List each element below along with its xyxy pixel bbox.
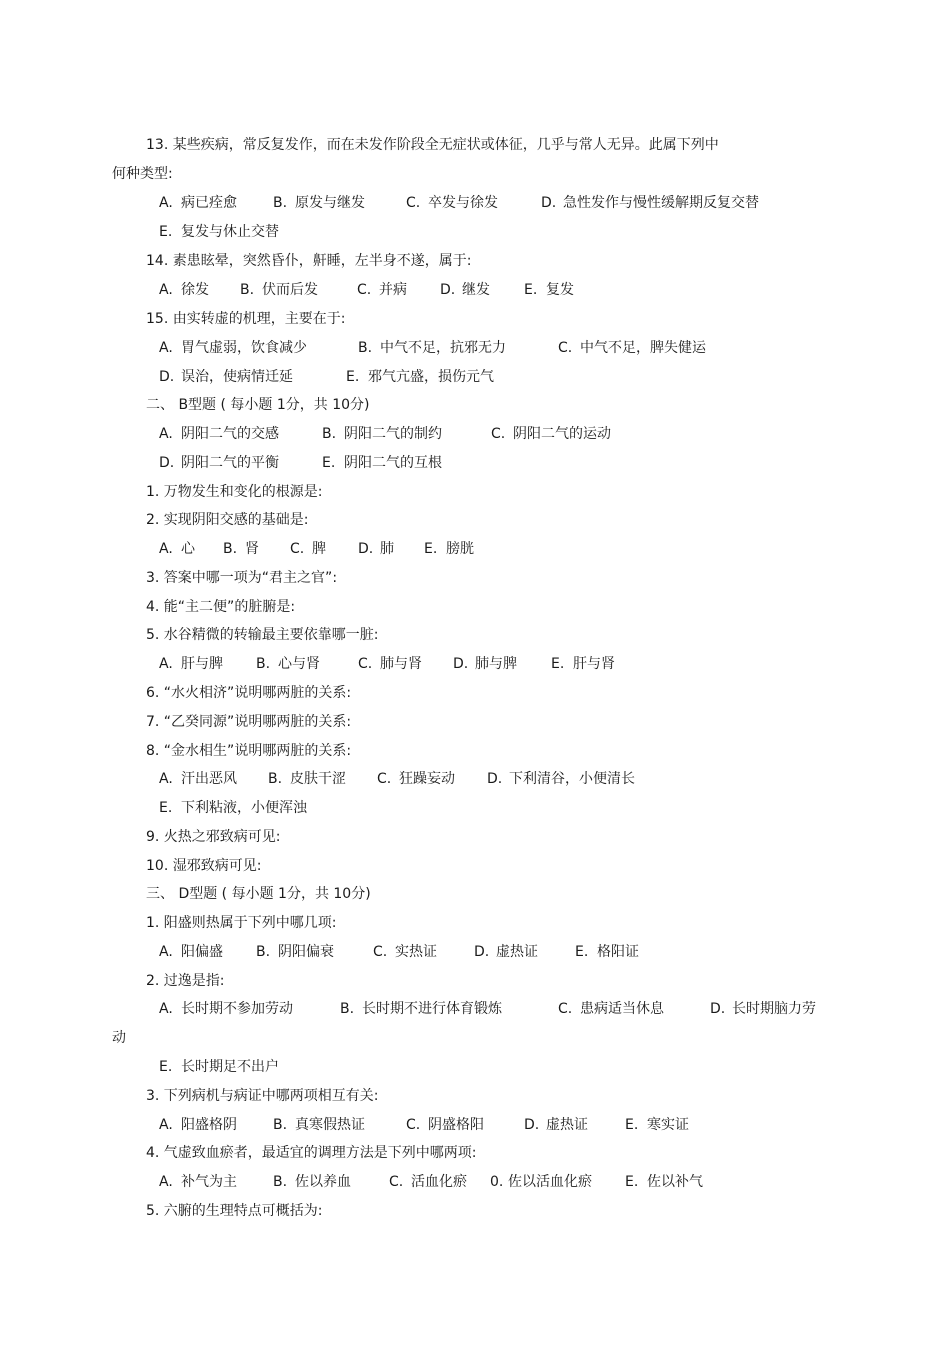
option-c: C. 活血化瘀 bbox=[389, 1174, 467, 1190]
option-a: A. 病已痊愈 bbox=[159, 195, 237, 211]
option-d: D. 阴阳二气的平衡 bbox=[159, 455, 279, 471]
section-heading: 三、 D型题 ( 每小题 1分，共 10分) bbox=[146, 886, 371, 902]
option-e: E. 复发与休止交替 bbox=[159, 224, 279, 240]
option-d: D. 误治，使病情迁延 bbox=[159, 369, 293, 385]
option-e: E. 肝与肾 bbox=[551, 656, 615, 672]
option-a: A. 心 bbox=[159, 541, 195, 557]
option-d: D. 继发 bbox=[440, 282, 490, 298]
option-b: B. 佐以养血 bbox=[273, 1174, 351, 1190]
question-text: 1. 阳盛则热属于下列中哪几项: bbox=[146, 915, 337, 931]
option-e: E. 格阳证 bbox=[575, 944, 639, 960]
option-c: C. 肺与肾 bbox=[358, 656, 422, 672]
option-e: E. 长时期足不出户 bbox=[159, 1059, 279, 1075]
option-e: E. 膀胱 bbox=[424, 541, 474, 557]
option-a: A. 补气为主 bbox=[159, 1174, 237, 1190]
option-e: E. 复发 bbox=[524, 282, 574, 298]
option-b: B. 中气不足，抗邪无力 bbox=[358, 340, 506, 356]
option-c: C. 患病适当休息 bbox=[558, 1001, 664, 1017]
option-b: B. 伏而后发 bbox=[240, 282, 318, 298]
option-a: A. 阳盛格阴 bbox=[159, 1117, 237, 1133]
option-b: B. 皮肤干涩 bbox=[268, 771, 346, 787]
option-b: B. 肾 bbox=[223, 541, 259, 557]
option-a: A. 徐发 bbox=[159, 282, 209, 298]
option-e: E. 佐以补气 bbox=[625, 1174, 703, 1190]
question-continuation: 何种类型: bbox=[112, 166, 173, 182]
question-text: 15. 由实转虚的机理，主要在于: bbox=[146, 311, 346, 327]
option-d: 0. 佐以活血化瘀 bbox=[490, 1174, 592, 1190]
question-text: 4. 气虚致血瘀者，最适宜的调理方法是下列中哪两项: bbox=[146, 1145, 477, 1161]
question-text: 3. 答案中哪一项为“君主之官”: bbox=[146, 570, 338, 586]
option-d: D. 虚热证 bbox=[524, 1117, 588, 1133]
option-a: A. 长时期不参加劳动 bbox=[159, 1001, 293, 1017]
option-d: D. 肺与脾 bbox=[453, 656, 517, 672]
question-text: 5. 水谷精微的转输最主要依靠哪一脏: bbox=[146, 627, 379, 643]
option-d: D. 下利清谷，小便清长 bbox=[487, 771, 635, 787]
option-d: D. 肺 bbox=[358, 541, 394, 557]
option-c: C. 阴盛格阳 bbox=[406, 1117, 484, 1133]
option-a: A. 胃气虚弱，饮食减少 bbox=[159, 340, 307, 356]
option-c: C. 卒发与徐发 bbox=[406, 195, 498, 211]
option-d: D. 长时期脑力劳 bbox=[710, 1001, 816, 1017]
option-b: B. 长时期不进行体育锻炼 bbox=[340, 1001, 502, 1017]
question-text: 6. “水火相济”说明哪两脏的关系: bbox=[146, 685, 352, 701]
option-a: A. 阳偏盛 bbox=[159, 944, 223, 960]
option-c: C. 并病 bbox=[357, 282, 407, 298]
question-continuation: 动 bbox=[112, 1030, 126, 1046]
question-text: 3. 下列病机与病证中哪两项相互有关: bbox=[146, 1088, 379, 1104]
option-a: A. 汗出恶风 bbox=[159, 771, 237, 787]
option-d: D. 虚热证 bbox=[474, 944, 538, 960]
option-b: B. 阴阳二气的制约 bbox=[322, 426, 442, 442]
question-text: 1. 万物发生和变化的根源是: bbox=[146, 484, 323, 500]
option-c: C. 阴阳二气的运动 bbox=[491, 426, 611, 442]
question-text: 7. “乙癸同源”说明哪两脏的关系: bbox=[146, 714, 352, 730]
section-heading: 二、 B型题 ( 每小题 1分，共 10分) bbox=[146, 397, 370, 413]
option-b: B. 真寒假热证 bbox=[273, 1117, 365, 1133]
option-a: A. 肝与脾 bbox=[159, 656, 223, 672]
question-text: 4. 能“主二便”的脏腑是: bbox=[146, 599, 296, 615]
question-text: 9. 火热之邪致病可见: bbox=[146, 829, 281, 845]
option-b: B. 心与肾 bbox=[256, 656, 320, 672]
option-c: C. 狂躁妄动 bbox=[377, 771, 455, 787]
option-c: C. 中气不足，脾失健运 bbox=[558, 340, 706, 356]
option-b: B. 原发与继发 bbox=[273, 195, 365, 211]
option-d: D. 急性发作与慢性缓解期反复交替 bbox=[541, 195, 759, 211]
option-a: A. 阴阳二气的交感 bbox=[159, 426, 279, 442]
question-text: 13. 某些疾病，常反复发作，而在未发作阶段全无症状或体征，几乎与常人无异。此属下列中 bbox=[146, 137, 719, 153]
question-text: 2. 过逸是指: bbox=[146, 973, 225, 989]
question-text: 8. “金水相生”说明哪两脏的关系: bbox=[146, 743, 352, 759]
option-e: E. 下利粘液，小便浑浊 bbox=[159, 800, 307, 816]
option-c: C. 脾 bbox=[290, 541, 326, 557]
option-e: E. 邪气亢盛，损伤元气 bbox=[346, 369, 494, 385]
option-e: E. 寒实证 bbox=[625, 1117, 689, 1133]
option-b: B. 阴阳偏衰 bbox=[256, 944, 334, 960]
option-e: E. 阴阳二气的互根 bbox=[322, 455, 442, 471]
question-text: 5. 六腑的生理特点可概括为: bbox=[146, 1203, 323, 1219]
option-c: C. 实热证 bbox=[373, 944, 437, 960]
question-text: 2. 实现阴阳交感的基础是: bbox=[146, 512, 309, 528]
question-text: 14. 素患眩晕，突然昏仆，鼾睡，左半身不遂，属于: bbox=[146, 253, 472, 269]
question-text: 10. 湿邪致病可见: bbox=[146, 858, 262, 874]
